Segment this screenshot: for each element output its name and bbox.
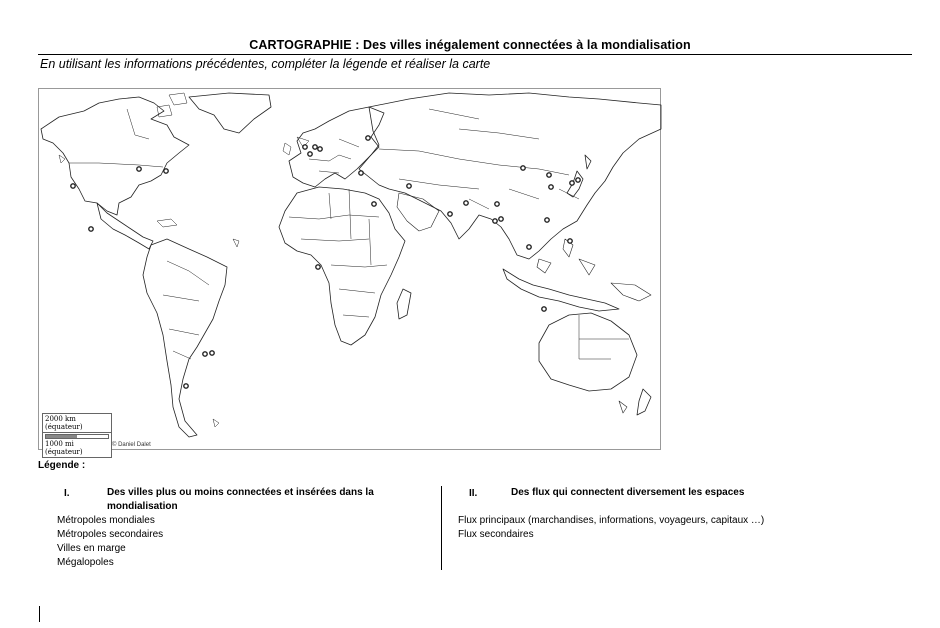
asia-shape (359, 93, 661, 259)
city-marker (210, 351, 214, 355)
legend-divider (441, 486, 442, 570)
city-marker (89, 227, 93, 231)
legend-item: Villes en marge (57, 543, 126, 554)
legend-item: Flux secondaires (458, 529, 534, 540)
city-marker (359, 171, 363, 175)
city-marker (545, 218, 549, 222)
africa-shape (279, 187, 405, 345)
text-cursor (39, 606, 40, 622)
city-marker (549, 185, 553, 189)
legend-title: Légende : (38, 460, 86, 471)
scale-km-label: 2000 km (équateur) (45, 415, 83, 431)
city-markers (71, 136, 580, 388)
world-map-outline (39, 89, 662, 451)
scale-mi (42, 432, 112, 458)
city-marker (576, 178, 580, 182)
city-marker (184, 384, 188, 388)
page-title: CARTOGRAPHIE : Des villes inégalement connectées à la mondialisation (249, 38, 691, 52)
section1-title-line1: Des villes plus ou moins connectées et insérées dans la (107, 487, 374, 498)
city-marker (448, 212, 452, 216)
city-marker (547, 173, 551, 177)
city-marker (366, 136, 370, 140)
city-marker (407, 184, 411, 188)
japan-shape (567, 155, 591, 197)
madagascar-shape (397, 289, 411, 319)
section1-title-line2: mondialisation (107, 501, 178, 512)
section1-number: I. (64, 488, 70, 499)
city-marker (71, 184, 75, 188)
city-marker (308, 152, 312, 156)
city-marker (495, 202, 499, 206)
greenland-shape (189, 93, 271, 133)
south-america-shape (143, 239, 227, 437)
city-marker (318, 147, 322, 151)
legend-item: Métropoles secondaires (57, 529, 164, 540)
scale-mi-label: 1000 mi (équateur) (45, 440, 83, 456)
section2-title: Des flux qui connectent diversement les espaces (511, 487, 745, 498)
scale-mi-bar (45, 434, 109, 439)
legend-item: Métropoles mondiales (57, 515, 155, 526)
north-america-shape (41, 97, 189, 215)
world-map (38, 88, 661, 456)
city-marker (303, 145, 307, 149)
city-marker (570, 181, 574, 185)
legend-item: Mégalopoles (57, 557, 114, 568)
city-marker (372, 202, 376, 206)
city-marker (164, 169, 168, 173)
city-marker (316, 265, 320, 269)
legend-item: Flux principaux (marchandises, informations, voyageurs, capitaux …) (458, 515, 765, 526)
new-zealand-shape (637, 389, 651, 415)
australia-shape (539, 313, 637, 391)
city-marker (542, 307, 546, 311)
map-credit: © Daniel Dalet (112, 442, 151, 448)
title-rule (38, 54, 912, 55)
city-marker (521, 166, 525, 170)
city-marker (203, 352, 207, 356)
city-marker (568, 239, 572, 243)
city-marker (499, 217, 503, 221)
city-marker (493, 219, 497, 223)
city-marker (464, 201, 468, 205)
city-marker (313, 145, 317, 149)
section2-number: II. (469, 488, 478, 499)
instructions: En utilisant les informations précédentes, compléter la légende et réaliser la carte (40, 57, 491, 71)
city-marker (137, 167, 141, 171)
indonesia-shape (503, 269, 619, 311)
city-marker (527, 245, 531, 249)
